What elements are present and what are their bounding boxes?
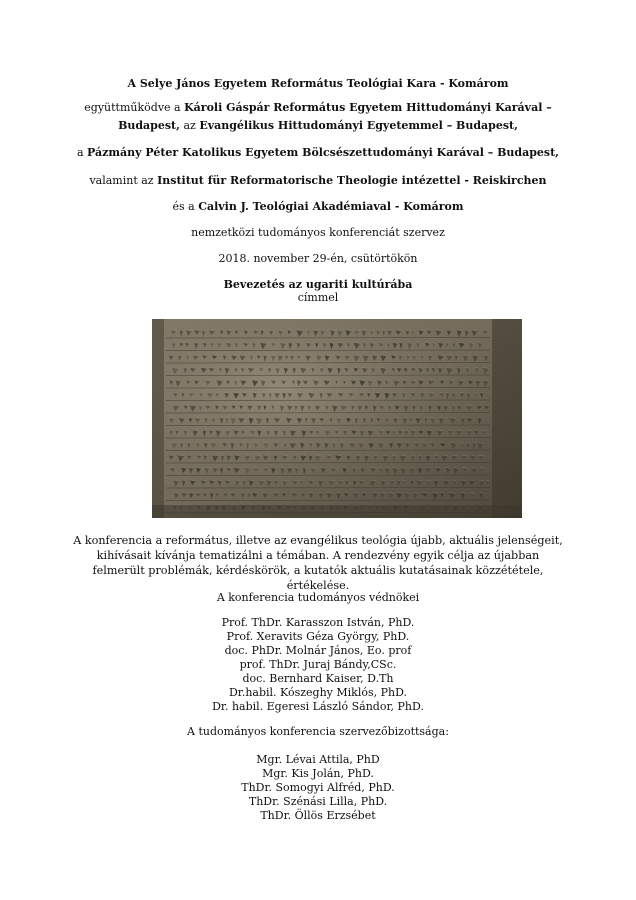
patron-name: doc. Bernhard Kaiser, D.Th (242, 672, 394, 685)
date-line: 2018. november 29-én, csütörtökön (218, 252, 418, 265)
cooperation-line-5 (60, 199, 576, 214)
cooperation-line-1 (60, 100, 576, 115)
coop-karoli-city: Budapest, (118, 119, 180, 132)
committee-list (60, 753, 576, 823)
cooperation-line-2 (60, 118, 576, 133)
cooperation-line-4 (60, 173, 576, 188)
committee-member: Mgr. Kis Jolán, PhD. (262, 767, 374, 780)
committee-member: Mgr. Lévai Attila, PhD (256, 753, 380, 766)
patron-name: Prof. ThDr. Karasszon István, PhD. (221, 616, 415, 629)
description-paragraph: A konferencia a református, illetve az evangélikus teológia újabb, aktuális jelenségeit, kihívásait kívánja tematizálni a témában. A rendezvény egyik célja az újabban felmerült problémák, kérdéskörök, a kutatók aktuális kutatásainak közzététele, értékelése. (73, 534, 563, 592)
committee-member: ThDr. Szénási Lilla, PhD. (248, 795, 388, 808)
coop-calvin: Calvin J. Teológiai Akadémiaval - Komárom (198, 200, 464, 213)
coop-connector: az (179, 119, 200, 132)
coop-a: a (76, 146, 88, 159)
patron-name: prof. ThDr. Juraj Bándy,CSc. (239, 658, 397, 671)
patron-name: Dr. habil. Egeresi László Sándor, PhD. (212, 700, 424, 713)
committee-heading: A tudományos konferencia szervezőbizottsága: (187, 725, 449, 738)
organizes-line: nemzetközi tudományos konferenciát szervez (191, 226, 445, 239)
committee-member: ThDr. Öllös Erzsébet (260, 809, 376, 822)
coop-intro: együttműködve a (84, 101, 185, 114)
committee-member: ThDr. Somogyi Alfréd, PhD. (241, 781, 395, 794)
patrons-list (60, 616, 576, 714)
patrons-heading: A konferencia tudományos védnökei (216, 591, 420, 604)
clay-tablet-icon (152, 319, 522, 518)
conference-title: Bevezetés az ugariti kultúrába (223, 278, 413, 291)
coop-evangelical: Evangélikus Hittudományi Egyetemmel – Budapest, (199, 119, 518, 132)
organizer-line: A Selye János Egyetem Református Teológiai Kara - Komárom (127, 77, 509, 90)
coop-valamint: valamint az (89, 174, 158, 187)
conference-title-suffix: címmel (297, 291, 339, 304)
patron-name: Dr.habil. Kószeghy Miklós, PhD. (228, 686, 408, 699)
cooperation-line-3 (60, 145, 576, 160)
coop-pazmany: Pázmány Péter Katolikus Egyetem Bölcsészettudományi Karával – Budapest, (87, 146, 560, 159)
coop-es: és a (172, 200, 199, 213)
tablet-illustration (152, 319, 522, 518)
coop-karoli: Károli Gáspár Református Egyetem Hittudományi Karával – (184, 101, 552, 114)
patron-name: doc. PhDr. Molnár János, Eo. prof (224, 644, 412, 657)
coop-institut: Institut für Reformatorische Theologie intézettel - Reiskirchen (157, 174, 547, 187)
patron-name: Prof. Xeravits Géza György, PhD. (226, 630, 410, 643)
